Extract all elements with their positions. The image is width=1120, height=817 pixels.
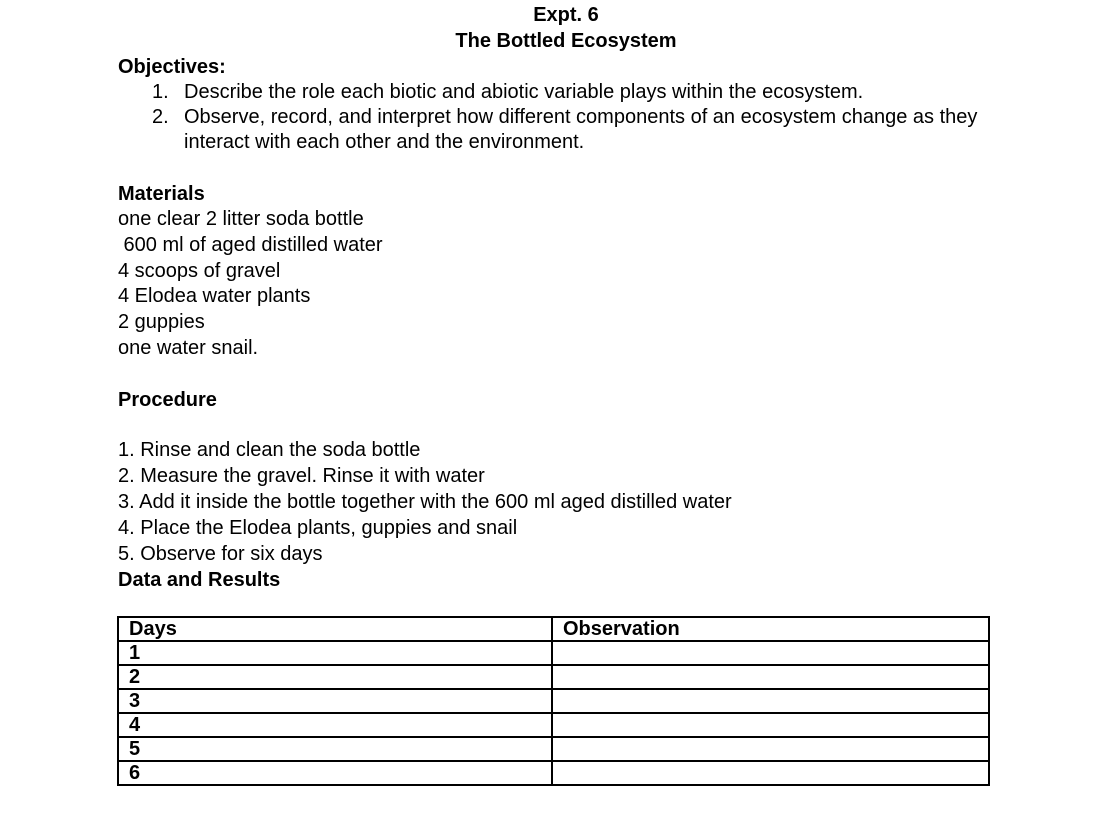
procedure-heading: Procedure — [118, 389, 217, 411]
procedure-step: 2. Measure the gravel. Rinse it with water — [118, 465, 485, 487]
materials-heading: Materials — [118, 183, 205, 205]
material-item: 4 scoops of gravel — [118, 259, 281, 282]
material-item: one clear 2 litter soda bottle — [118, 208, 364, 230]
material-item: 600 ml of aged distilled water — [118, 233, 383, 256]
column-header-observation: Observation — [552, 617, 989, 641]
procedure-step: 1. Rinse and clean the soda bottle — [118, 439, 421, 461]
objective-text: Observe, record, and interpret how different components of an ecosystem change as they interact with each other and the environment. — [184, 106, 978, 153]
table-row — [118, 689, 989, 713]
results-table — [117, 616, 990, 786]
objective-number: 2. — [152, 106, 169, 128]
table-row — [118, 737, 989, 761]
title-block — [0, 2, 1120, 54]
material-item: one water snail. — [118, 336, 259, 359]
materials-list — [118, 207, 383, 362]
procedure-step: 5. Observe for six days — [118, 543, 323, 565]
observation-cell[interactable] — [552, 689, 989, 713]
day-cell: 5 — [118, 737, 552, 761]
page-title: The Bottled Ecosystem — [455, 30, 677, 52]
table-row — [118, 641, 989, 665]
day-cell: 4 — [118, 713, 552, 737]
objective-item — [118, 80, 1018, 105]
observation-cell[interactable] — [552, 737, 989, 761]
day-cell: 6 — [118, 761, 552, 785]
observation-cell[interactable] — [552, 713, 989, 737]
results-heading: Data and Results — [118, 569, 281, 591]
observation-cell[interactable] — [552, 641, 989, 665]
objective-item — [118, 105, 1018, 155]
expt-label: Expt. 6 — [533, 4, 599, 26]
material-item: 4 Elodea water plants — [118, 285, 311, 308]
table-row — [118, 713, 989, 737]
material-item: 2 guppies — [118, 311, 205, 334]
day-cell: 1 — [118, 641, 552, 665]
objective-number: 1. — [152, 81, 169, 103]
table-row — [118, 761, 989, 785]
table-row — [118, 665, 989, 689]
procedure-step: 4. Place the Elodea plants, guppies and snail — [118, 517, 518, 539]
day-cell: 2 — [118, 665, 552, 689]
objective-text: Describe the role each biotic and abiotic variable plays within the ecosystem. — [184, 81, 864, 103]
observation-cell[interactable] — [552, 665, 989, 689]
procedure-list — [118, 437, 732, 567]
observation-cell[interactable] — [552, 761, 989, 785]
procedure-step: 3. Add it inside the bottle together with the 600 ml aged distilled water — [118, 491, 732, 513]
objectives-heading: Objectives: — [118, 56, 226, 78]
day-cell: 3 — [118, 689, 552, 713]
table-header-row — [118, 617, 989, 641]
column-header-days: Days — [118, 617, 552, 641]
objectives-list — [118, 80, 1018, 155]
